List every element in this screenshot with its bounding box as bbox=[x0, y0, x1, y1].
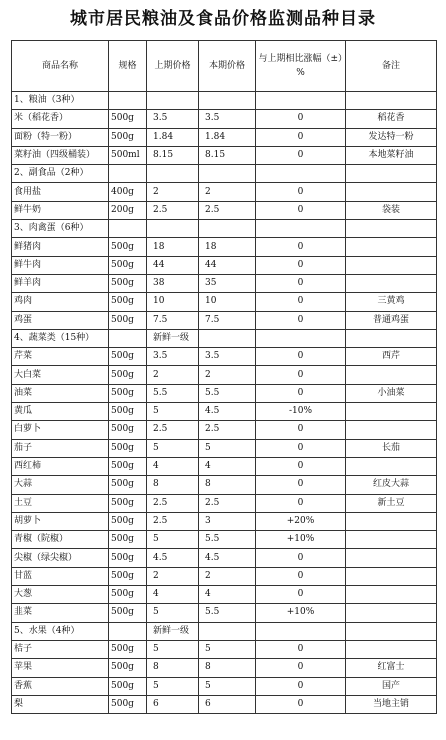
cell-change: 0 bbox=[256, 494, 346, 512]
section-row bbox=[12, 92, 437, 110]
cell-note bbox=[346, 366, 437, 384]
cell-change: 0 bbox=[256, 586, 346, 604]
cell-change: 0 bbox=[256, 293, 346, 311]
cell-change: 0 bbox=[256, 384, 346, 402]
cell-name: 大葱 bbox=[12, 586, 109, 604]
cell-note bbox=[346, 256, 437, 274]
table-row bbox=[12, 256, 437, 274]
header-note: 备注 bbox=[346, 41, 437, 92]
cell-spec: 500g bbox=[109, 384, 147, 402]
cell-name: 梨 bbox=[12, 695, 109, 713]
cell-spec bbox=[109, 165, 147, 183]
table-row bbox=[12, 311, 437, 329]
table-row bbox=[12, 457, 437, 475]
cell-spec: 500ml bbox=[109, 146, 147, 164]
cell-change: 0 bbox=[256, 146, 346, 164]
cell-note bbox=[346, 92, 437, 110]
header-prev-price: 上期价格 bbox=[147, 41, 199, 92]
cell-name: 食用盐 bbox=[12, 183, 109, 201]
cell-prev-price: 5 bbox=[147, 403, 199, 421]
cell-spec: 500g bbox=[109, 476, 147, 494]
table-row bbox=[12, 695, 437, 713]
cell-note bbox=[346, 457, 437, 475]
cell-name: 西红柿 bbox=[12, 457, 109, 475]
cell-prev-price: 5 bbox=[147, 531, 199, 549]
section-row bbox=[12, 165, 437, 183]
cell-spec: 500g bbox=[109, 604, 147, 622]
cell-spec: 500g bbox=[109, 457, 147, 475]
cell-change: 0 bbox=[256, 256, 346, 274]
section-row bbox=[12, 329, 437, 347]
table-row bbox=[12, 494, 437, 512]
cell-name: 4、蔬菜类（15种） bbox=[12, 329, 109, 347]
header-row bbox=[12, 41, 437, 92]
cell-name: 鸡蛋 bbox=[12, 311, 109, 329]
cell-change: 0 bbox=[256, 476, 346, 494]
cell-change: 0 bbox=[256, 348, 346, 366]
cell-change bbox=[256, 165, 346, 183]
cell-cur-price bbox=[199, 622, 256, 640]
cell-cur-price: 5 bbox=[199, 640, 256, 658]
cell-change: 0 bbox=[256, 421, 346, 439]
cell-spec: 500g bbox=[109, 403, 147, 421]
cell-change bbox=[256, 92, 346, 110]
cell-prev-price: 38 bbox=[147, 274, 199, 292]
cell-name: 茄子 bbox=[12, 439, 109, 457]
cell-prev-price: 7.5 bbox=[147, 311, 199, 329]
cell-cur-price: 2 bbox=[199, 366, 256, 384]
cell-prev-price: 2 bbox=[147, 366, 199, 384]
cell-cur-price: 35 bbox=[199, 274, 256, 292]
cell-prev-price: 3.5 bbox=[147, 348, 199, 366]
cell-name: 黄瓜 bbox=[12, 403, 109, 421]
table-row bbox=[12, 659, 437, 677]
cell-change bbox=[256, 329, 346, 347]
cell-spec: 500g bbox=[109, 293, 147, 311]
table-row bbox=[12, 238, 437, 256]
cell-prev-price: 8 bbox=[147, 659, 199, 677]
cell-spec: 500g bbox=[109, 512, 147, 530]
header-name: 商品名称 bbox=[12, 41, 109, 92]
cell-prev-price: 44 bbox=[147, 256, 199, 274]
cell-name: 胡萝卜 bbox=[12, 512, 109, 530]
section-row bbox=[12, 622, 437, 640]
cell-spec: 500g bbox=[109, 311, 147, 329]
cell-note: 西芹 bbox=[346, 348, 437, 366]
table-row bbox=[12, 183, 437, 201]
cell-change bbox=[256, 622, 346, 640]
cell-change: 0 bbox=[256, 128, 346, 146]
cell-spec: 500g bbox=[109, 439, 147, 457]
cell-prev-price: 5 bbox=[147, 677, 199, 695]
cell-prev-price: 新鲜一级 bbox=[147, 622, 199, 640]
cell-name: 白萝卜 bbox=[12, 421, 109, 439]
cell-prev-price: 5 bbox=[147, 439, 199, 457]
header-cur-price: 本期价格 bbox=[199, 41, 256, 92]
cell-name: 鲜牛奶 bbox=[12, 201, 109, 219]
cell-note: 发达特一粉 bbox=[346, 128, 437, 146]
cell-change: 0 bbox=[256, 274, 346, 292]
cell-name: 甘蓝 bbox=[12, 567, 109, 585]
cell-name: 桔子 bbox=[12, 640, 109, 658]
cell-name: 大白菜 bbox=[12, 366, 109, 384]
cell-note bbox=[346, 403, 437, 421]
cell-spec: 500g bbox=[109, 348, 147, 366]
table-row bbox=[12, 403, 437, 421]
table-row bbox=[12, 366, 437, 384]
cell-change: 0 bbox=[256, 110, 346, 128]
cell-cur-price bbox=[199, 220, 256, 238]
cell-cur-price: 8.15 bbox=[199, 146, 256, 164]
cell-spec bbox=[109, 622, 147, 640]
cell-note bbox=[346, 604, 437, 622]
cell-cur-price: 44 bbox=[199, 256, 256, 274]
cell-name: 土豆 bbox=[12, 494, 109, 512]
cell-cur-price: 2.5 bbox=[199, 421, 256, 439]
table-row bbox=[12, 677, 437, 695]
cell-name: 5、水果（4种） bbox=[12, 622, 109, 640]
cell-note: 当地主销 bbox=[346, 695, 437, 713]
cell-note bbox=[346, 549, 437, 567]
cell-change: 0 bbox=[256, 457, 346, 475]
cell-prev-price: 5 bbox=[147, 604, 199, 622]
table-row bbox=[12, 421, 437, 439]
table-row bbox=[12, 640, 437, 658]
cell-note bbox=[346, 567, 437, 585]
cell-cur-price: 4.5 bbox=[199, 549, 256, 567]
cell-cur-price: 4 bbox=[199, 457, 256, 475]
cell-note bbox=[346, 512, 437, 530]
table-row bbox=[12, 348, 437, 366]
cell-spec bbox=[109, 220, 147, 238]
cell-cur-price: 2.5 bbox=[199, 201, 256, 219]
cell-spec: 500g bbox=[109, 659, 147, 677]
cell-change: 0 bbox=[256, 659, 346, 677]
cell-prev-price bbox=[147, 92, 199, 110]
cell-name: 1、粮油（3种） bbox=[12, 92, 109, 110]
cell-prev-price: 2.5 bbox=[147, 421, 199, 439]
cell-name: 韭菜 bbox=[12, 604, 109, 622]
cell-note: 长茄 bbox=[346, 439, 437, 457]
cell-spec: 500g bbox=[109, 274, 147, 292]
cell-note: 新土豆 bbox=[346, 494, 437, 512]
cell-spec: 500g bbox=[109, 238, 147, 256]
cell-spec: 500g bbox=[109, 421, 147, 439]
cell-prev-price: 6 bbox=[147, 695, 199, 713]
cell-spec: 500g bbox=[109, 256, 147, 274]
cell-prev-price: 8.15 bbox=[147, 146, 199, 164]
cell-note bbox=[346, 183, 437, 201]
cell-cur-price: 5.5 bbox=[199, 384, 256, 402]
cell-cur-price: 5 bbox=[199, 677, 256, 695]
cell-cur-price: 5.5 bbox=[199, 604, 256, 622]
cell-prev-price: 2.5 bbox=[147, 494, 199, 512]
cell-note: 本地菜籽油 bbox=[346, 146, 437, 164]
cell-spec: 500g bbox=[109, 586, 147, 604]
cell-cur-price: 5 bbox=[199, 439, 256, 457]
cell-note bbox=[346, 640, 437, 658]
table-row bbox=[12, 512, 437, 530]
cell-prev-price: 10 bbox=[147, 293, 199, 311]
section-row bbox=[12, 220, 437, 238]
cell-cur-price: 4.5 bbox=[199, 403, 256, 421]
cell-change: 0 bbox=[256, 311, 346, 329]
cell-cur-price: 2.5 bbox=[199, 494, 256, 512]
cell-cur-price bbox=[199, 165, 256, 183]
cell-cur-price: 5.5 bbox=[199, 531, 256, 549]
cell-spec: 400g bbox=[109, 183, 147, 201]
cell-change: +10% bbox=[256, 531, 346, 549]
cell-name: 青椒（院椒） bbox=[12, 531, 109, 549]
cell-note bbox=[346, 220, 437, 238]
cell-note bbox=[346, 531, 437, 549]
cell-prev-price: 2 bbox=[147, 183, 199, 201]
cell-name: 油菜 bbox=[12, 384, 109, 402]
header-spec: 规格 bbox=[109, 41, 147, 92]
cell-note bbox=[346, 586, 437, 604]
cell-note: 红富士 bbox=[346, 659, 437, 677]
cell-spec bbox=[109, 92, 147, 110]
table-row bbox=[12, 293, 437, 311]
cell-cur-price bbox=[199, 92, 256, 110]
cell-prev-price: 8 bbox=[147, 476, 199, 494]
cell-name: 鲜牛肉 bbox=[12, 256, 109, 274]
cell-cur-price: 7.5 bbox=[199, 311, 256, 329]
cell-note: 袋装 bbox=[346, 201, 437, 219]
cell-cur-price: 3 bbox=[199, 512, 256, 530]
cell-prev-price: 3.5 bbox=[147, 110, 199, 128]
cell-change: +20% bbox=[256, 512, 346, 530]
cell-change: 0 bbox=[256, 567, 346, 585]
cell-spec: 200g bbox=[109, 201, 147, 219]
page-title: 城市居民粮油及食品价格监测品种目录 bbox=[70, 9, 376, 29]
cell-cur-price: 4 bbox=[199, 586, 256, 604]
table-row bbox=[12, 476, 437, 494]
cell-prev-price: 新鲜一级 bbox=[147, 329, 199, 347]
cell-spec: 500g bbox=[109, 567, 147, 585]
cell-cur-price bbox=[199, 329, 256, 347]
cell-note: 国产 bbox=[346, 677, 437, 695]
cell-name: 芹菜 bbox=[12, 348, 109, 366]
cell-name: 米（稻花香） bbox=[12, 110, 109, 128]
cell-change: 0 bbox=[256, 695, 346, 713]
cell-change: -10% bbox=[256, 403, 346, 421]
cell-spec bbox=[109, 329, 147, 347]
cell-change: 0 bbox=[256, 366, 346, 384]
table-row bbox=[12, 274, 437, 292]
table-row bbox=[12, 567, 437, 585]
cell-prev-price: 4 bbox=[147, 457, 199, 475]
cell-note bbox=[346, 622, 437, 640]
cell-spec: 500g bbox=[109, 366, 147, 384]
cell-note: 三黄鸡 bbox=[346, 293, 437, 311]
cell-change: 0 bbox=[256, 201, 346, 219]
cell-note: 普通鸡蛋 bbox=[346, 311, 437, 329]
price-table bbox=[11, 40, 437, 714]
cell-note: 稻花香 bbox=[346, 110, 437, 128]
cell-cur-price: 3.5 bbox=[199, 110, 256, 128]
table-row bbox=[12, 604, 437, 622]
cell-cur-price: 8 bbox=[199, 476, 256, 494]
cell-spec: 500g bbox=[109, 549, 147, 567]
cell-name: 3、肉禽蛋（6种） bbox=[12, 220, 109, 238]
cell-spec: 500g bbox=[109, 531, 147, 549]
table-row bbox=[12, 439, 437, 457]
cell-change: 0 bbox=[256, 183, 346, 201]
table-row bbox=[12, 110, 437, 128]
cell-name: 苹果 bbox=[12, 659, 109, 677]
table-row bbox=[12, 384, 437, 402]
cell-prev-price: 5.5 bbox=[147, 384, 199, 402]
cell-cur-price: 18 bbox=[199, 238, 256, 256]
cell-change: 0 bbox=[256, 640, 346, 658]
cell-prev-price: 5 bbox=[147, 640, 199, 658]
cell-name: 鸡肉 bbox=[12, 293, 109, 311]
cell-note bbox=[346, 329, 437, 347]
cell-prev-price: 4.5 bbox=[147, 549, 199, 567]
cell-change: +10% bbox=[256, 604, 346, 622]
cell-cur-price: 8 bbox=[199, 659, 256, 677]
cell-spec: 500g bbox=[109, 640, 147, 658]
cell-prev-price: 2.5 bbox=[147, 201, 199, 219]
cell-change: 0 bbox=[256, 549, 346, 567]
cell-prev-price: 1.84 bbox=[147, 128, 199, 146]
cell-change bbox=[256, 220, 346, 238]
cell-cur-price: 6 bbox=[199, 695, 256, 713]
cell-name: 菜籽油（四级桶装） bbox=[12, 146, 109, 164]
cell-spec: 500g bbox=[109, 110, 147, 128]
table-row bbox=[12, 586, 437, 604]
cell-note bbox=[346, 274, 437, 292]
cell-prev-price bbox=[147, 165, 199, 183]
cell-change: 0 bbox=[256, 238, 346, 256]
cell-spec: 500g bbox=[109, 695, 147, 713]
cell-name: 鲜羊肉 bbox=[12, 274, 109, 292]
cell-name: 鲜猪肉 bbox=[12, 238, 109, 256]
cell-note bbox=[346, 421, 437, 439]
cell-note bbox=[346, 165, 437, 183]
cell-cur-price: 10 bbox=[199, 293, 256, 311]
cell-prev-price: 2 bbox=[147, 567, 199, 585]
cell-name: 大蒜 bbox=[12, 476, 109, 494]
table-row bbox=[12, 549, 437, 567]
cell-prev-price: 2.5 bbox=[147, 512, 199, 530]
header-change: 与上期相比涨幅（±）% bbox=[256, 41, 346, 92]
table-row bbox=[12, 128, 437, 146]
cell-prev-price bbox=[147, 220, 199, 238]
cell-prev-price: 18 bbox=[147, 238, 199, 256]
cell-spec: 500g bbox=[109, 128, 147, 146]
table-row bbox=[12, 201, 437, 219]
cell-name: 2、副食品（2种） bbox=[12, 165, 109, 183]
cell-change: 0 bbox=[256, 677, 346, 695]
cell-change: 0 bbox=[256, 439, 346, 457]
cell-spec: 500g bbox=[109, 677, 147, 695]
cell-prev-price: 4 bbox=[147, 586, 199, 604]
cell-name: 面粉（特一粉） bbox=[12, 128, 109, 146]
cell-note bbox=[346, 238, 437, 256]
table-row bbox=[12, 146, 437, 164]
cell-name: 香蕉 bbox=[12, 677, 109, 695]
cell-cur-price: 2 bbox=[199, 183, 256, 201]
cell-cur-price: 2 bbox=[199, 567, 256, 585]
cell-cur-price: 1.84 bbox=[199, 128, 256, 146]
cell-cur-price: 3.5 bbox=[199, 348, 256, 366]
cell-name: 尖椒（绿尖椒） bbox=[12, 549, 109, 567]
cell-note: 小油菜 bbox=[346, 384, 437, 402]
cell-note: 红皮大蒜 bbox=[346, 476, 437, 494]
cell-spec: 500g bbox=[109, 494, 147, 512]
table-row bbox=[12, 531, 437, 549]
